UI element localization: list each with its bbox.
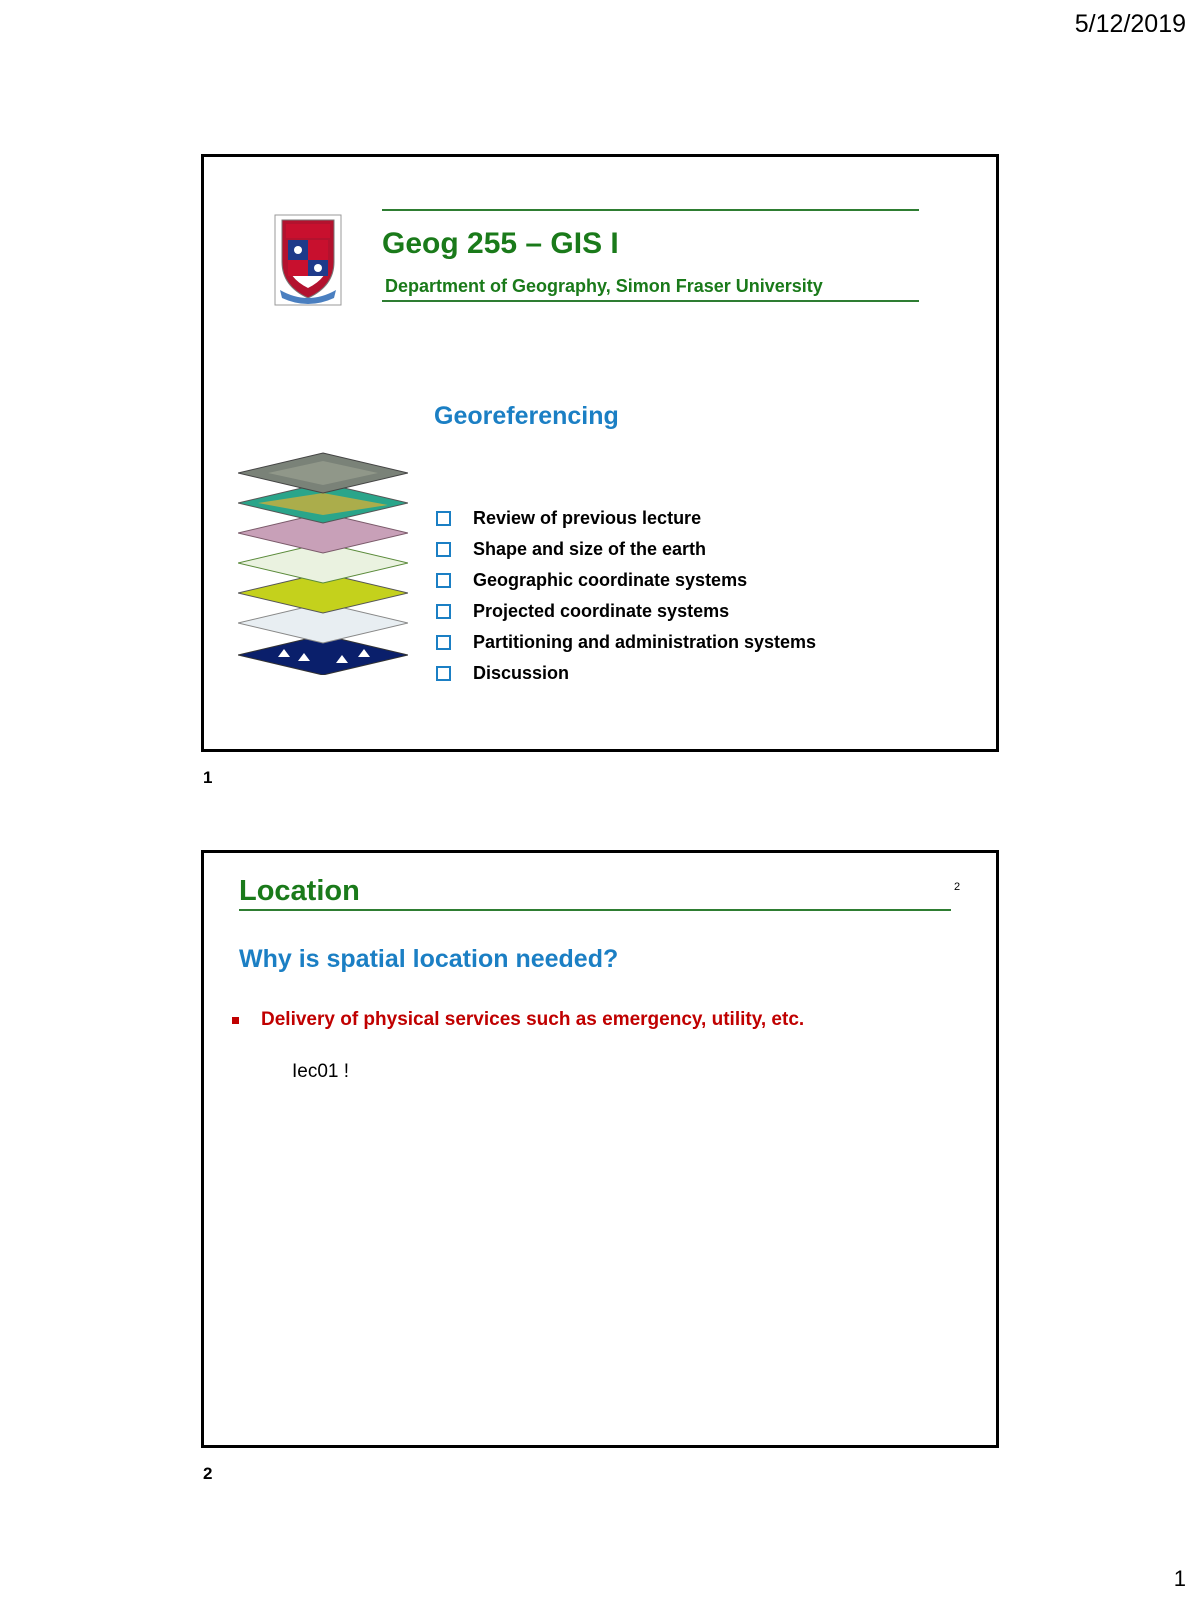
list-item: Partitioning and administration systems bbox=[434, 627, 816, 658]
page-number: 1 bbox=[1173, 1566, 1186, 1591]
sfu-crest-icon bbox=[274, 214, 342, 306]
square-bullet-icon bbox=[232, 1017, 239, 1024]
slide-1 bbox=[201, 154, 999, 752]
title-rule-top bbox=[382, 209, 919, 211]
slide-title: Location bbox=[239, 875, 360, 907]
checkbox-bullet-icon bbox=[436, 511, 451, 526]
agenda-list bbox=[434, 503, 816, 689]
slide-1-label: 1 bbox=[203, 768, 213, 787]
course-title: Geog 255 – GIS I bbox=[382, 227, 619, 260]
department-subtitle: Department of Geography, Simon Fraser University bbox=[385, 276, 823, 296]
print-date: 5/12/2019 bbox=[1074, 10, 1186, 38]
checkbox-bullet-icon bbox=[436, 604, 451, 619]
list-item: Delivery of physical services such as emergency, utility, etc. bbox=[232, 1009, 804, 1031]
topic-heading: Georeferencing bbox=[434, 402, 619, 430]
list-item: Discussion bbox=[434, 658, 816, 689]
gis-layers-icon bbox=[238, 435, 408, 675]
slide-number: 2 bbox=[954, 881, 961, 893]
slide-2 bbox=[201, 850, 999, 1448]
list-item: Geographic coordinate systems bbox=[434, 565, 816, 596]
question-heading: Why is spatial location needed? bbox=[239, 945, 619, 973]
title-rule bbox=[239, 909, 951, 911]
checkbox-bullet-icon bbox=[436, 666, 451, 681]
slide-2-label: 2 bbox=[203, 1464, 213, 1483]
list-item: Review of previous lecture bbox=[434, 503, 816, 534]
list-item: Shape and size of the earth bbox=[434, 534, 816, 565]
checkbox-bullet-icon bbox=[436, 542, 451, 557]
checkbox-bullet-icon bbox=[436, 573, 451, 588]
title-rule-bottom bbox=[382, 300, 919, 302]
list-item: Projected coordinate systems bbox=[434, 596, 816, 627]
checkbox-bullet-icon bbox=[436, 635, 451, 650]
lecture-note: Iec01 ! bbox=[292, 1061, 350, 1082]
